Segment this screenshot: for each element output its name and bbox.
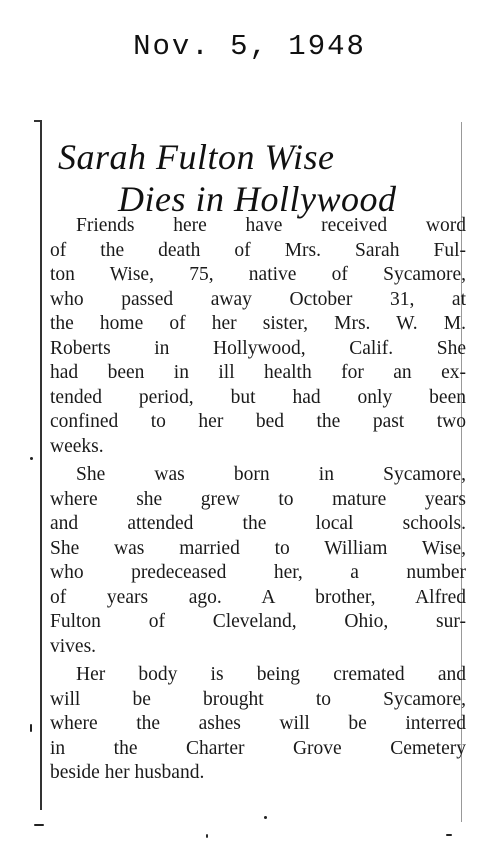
newspaper-clipping xyxy=(28,112,468,847)
article-paragraph xyxy=(50,214,466,459)
print-speck xyxy=(30,724,32,732)
paragraph-line: weeks. xyxy=(50,435,104,457)
article-paragraph xyxy=(50,463,466,659)
print-speck xyxy=(34,824,44,826)
paragraph-line: Roberts in Hollywood, Calif. She xyxy=(50,337,466,359)
paragraph-line: who passed away October 31, at xyxy=(50,288,466,310)
paragraph-line: and attended the local schools. xyxy=(50,513,466,534)
print-speck xyxy=(30,457,33,460)
paragraph-line: who predeceased her, a number xyxy=(50,562,466,583)
paragraph-line: ton Wise, 75, native of Sycamore, xyxy=(50,264,466,285)
paragraph-line: will be brought to Sycamore, xyxy=(50,688,466,710)
paragraph-line: Her body is being cremated and xyxy=(76,664,466,685)
paragraph-line: Friends here have received word xyxy=(76,215,466,236)
paragraph-line: tended period, but had only been xyxy=(50,386,466,408)
paragraph-line: Fulton of Cleveland, Ohio, sur- xyxy=(50,611,466,632)
paragraph-line: where the ashes will be interred xyxy=(50,713,466,734)
paragraph-line: She was born in Sycamore, xyxy=(76,464,466,485)
clipping-date: Nov. 5, 1948 xyxy=(133,30,366,63)
paragraph-line: vives. xyxy=(50,635,97,657)
paragraph-line: confined to her bed the past two xyxy=(50,411,466,432)
paragraph-line: where she grew to mature years xyxy=(50,488,466,510)
headline-line-1: Sarah Fulton Wise xyxy=(58,137,335,177)
paragraph-line: beside her husband. xyxy=(50,762,205,783)
paragraph-line: had been in ill health for an ex- xyxy=(50,362,466,383)
print-speck xyxy=(446,834,452,836)
print-speck xyxy=(206,834,208,838)
clipping-left-edge xyxy=(40,120,42,810)
paragraph-line: in the Charter Grove Cemetery xyxy=(50,737,466,759)
paragraph-line: of years ago. A brother, Alfred xyxy=(50,586,466,608)
paragraph-line: of the death of Mrs. Sarah Ful- xyxy=(50,239,466,261)
headline-line-2: Dies in Hollywood xyxy=(118,179,397,219)
clipping-corner-mark xyxy=(34,120,42,122)
article-paragraph xyxy=(50,663,466,786)
paragraph-line: the home of her sister, Mrs. W. M. xyxy=(50,313,466,334)
print-speck xyxy=(264,816,267,819)
paragraph-line: She was married to William Wise, xyxy=(50,537,466,559)
article-body xyxy=(50,214,466,790)
